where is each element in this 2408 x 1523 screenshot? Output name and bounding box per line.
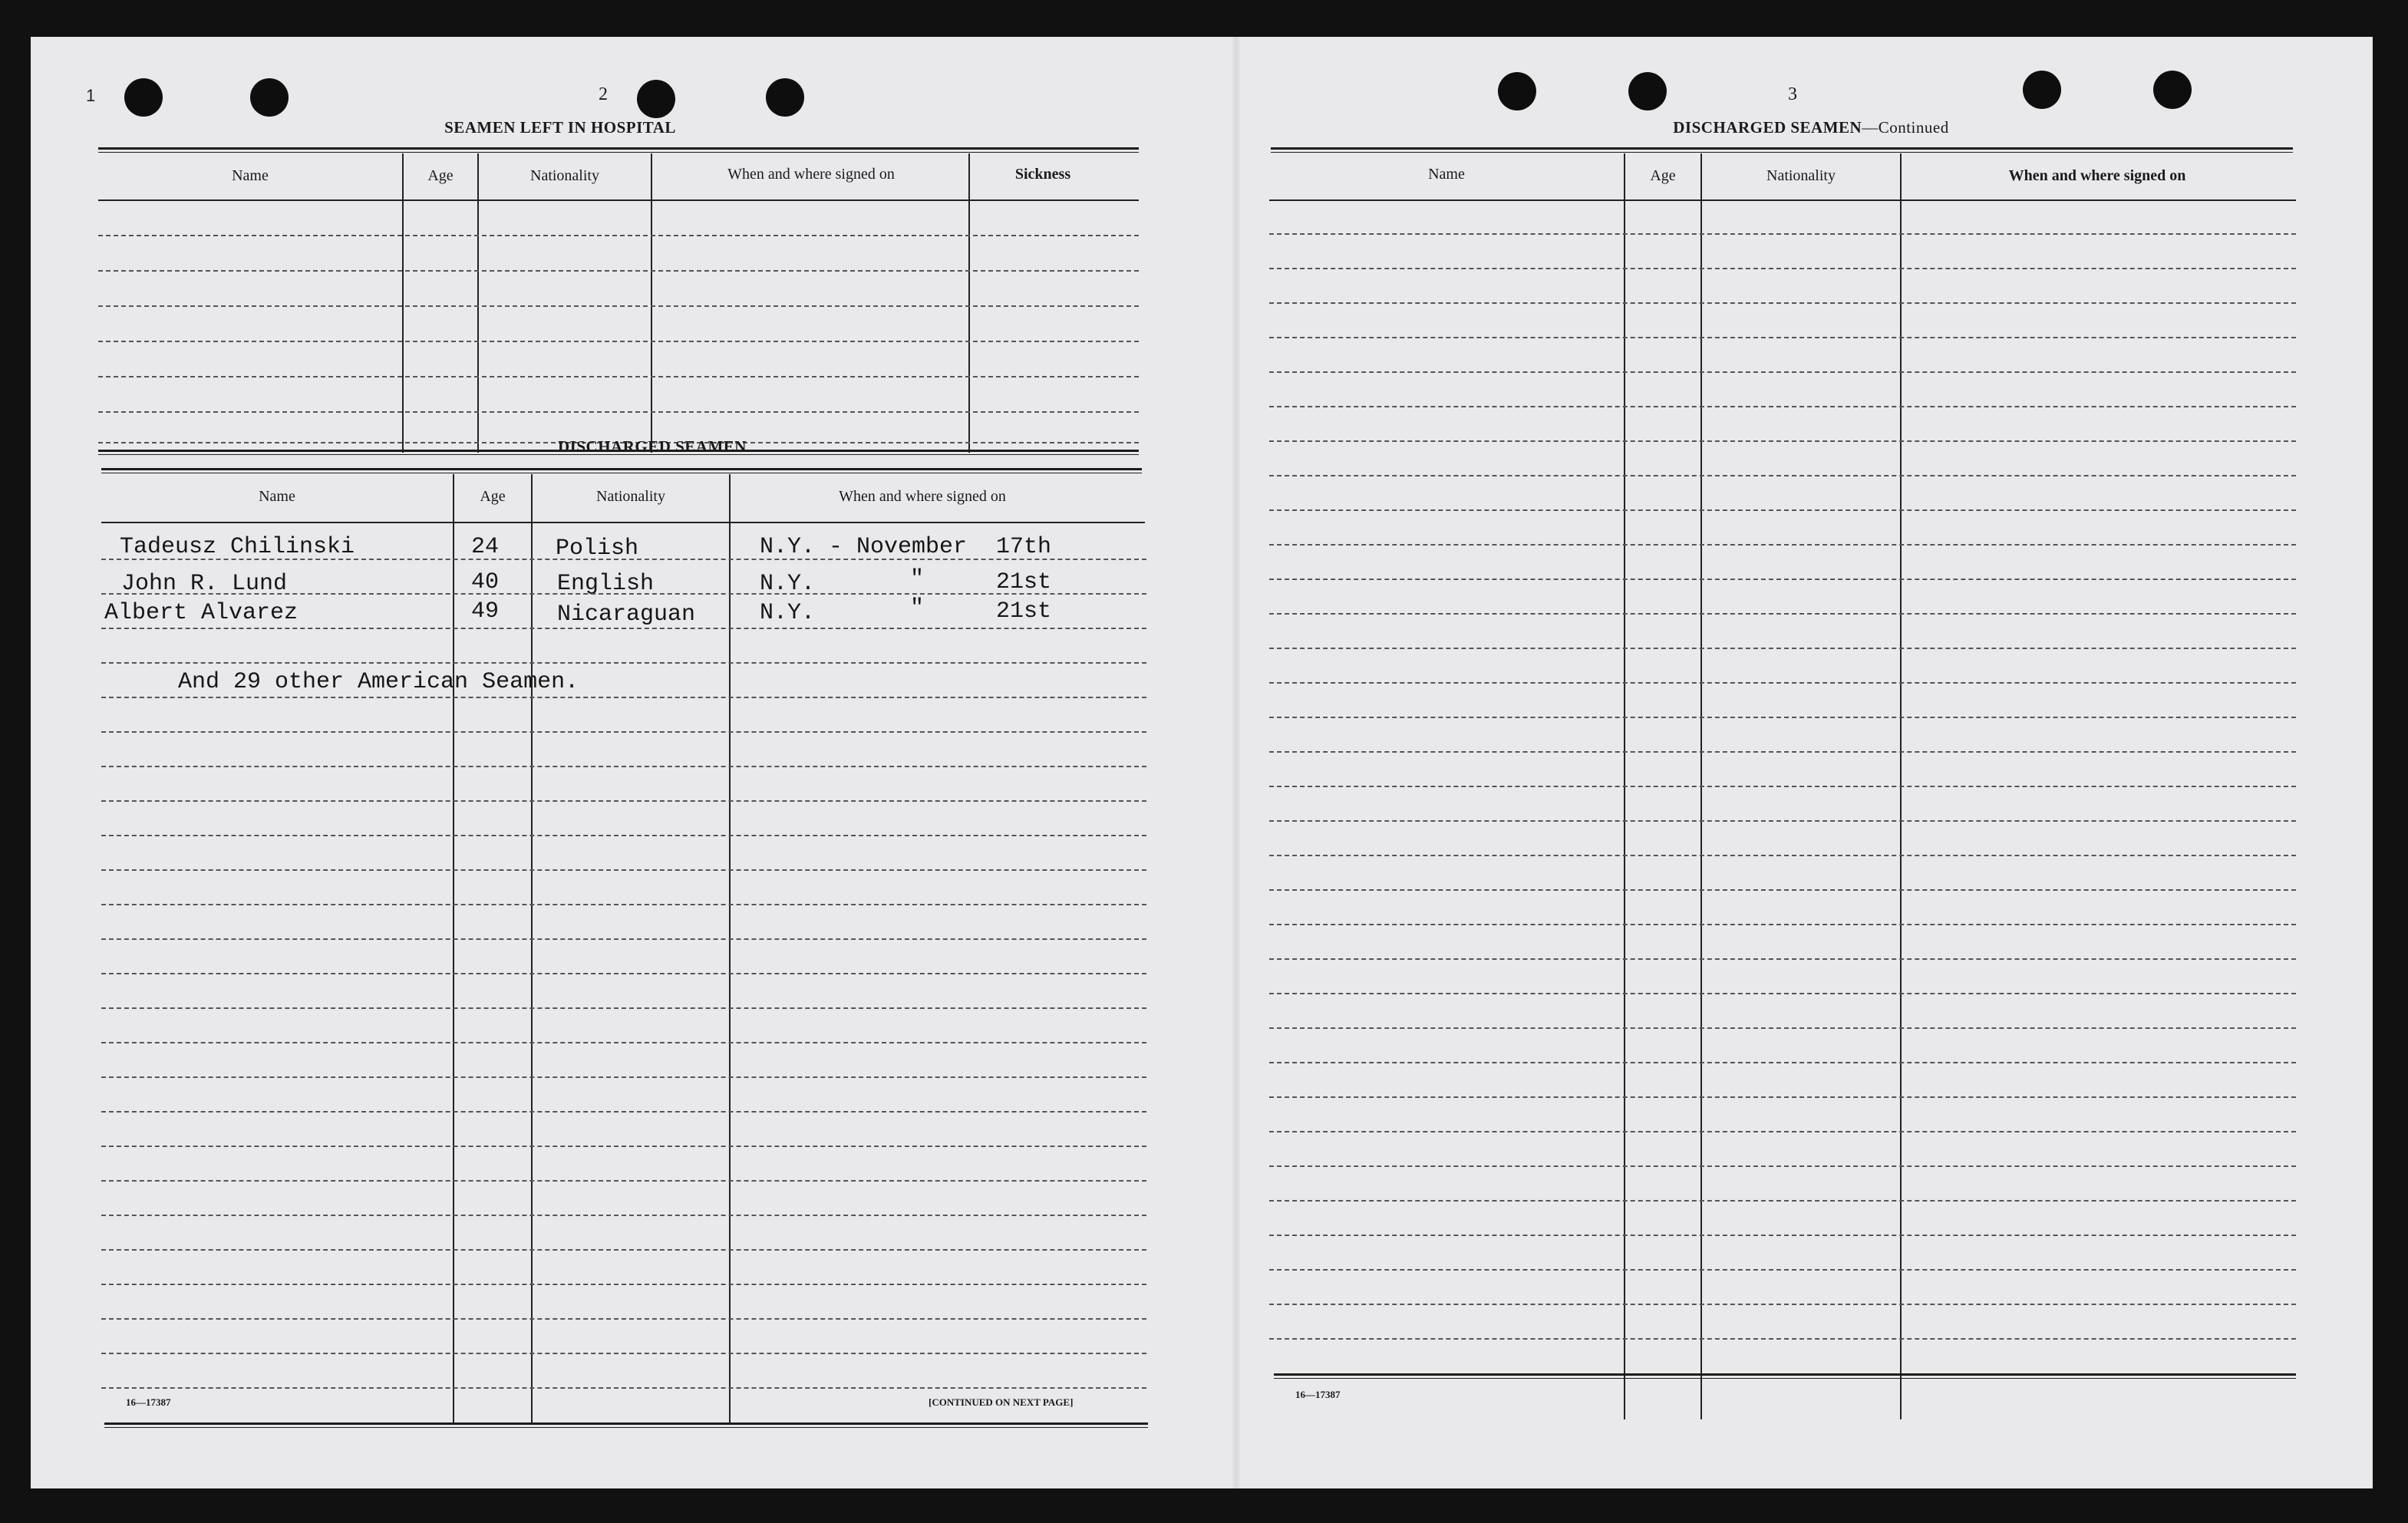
- row-rule: [98, 411, 1139, 413]
- row-rule: [101, 697, 1146, 698]
- row-rule: [101, 938, 1146, 940]
- row-rule: [1269, 268, 2296, 269]
- row-rule: [101, 904, 1146, 905]
- continued-note: [CONTINUED ON NEXT PAGE]: [929, 1396, 1074, 1408]
- seaman-name: Albert Alvarez: [104, 600, 299, 626]
- row-rule: [101, 1353, 1146, 1354]
- form-number: 16—17387: [126, 1396, 171, 1408]
- row-rule: [98, 305, 1139, 307]
- row-rule: [1269, 1165, 2296, 1167]
- ditto-mark: ": [910, 595, 925, 621]
- row-rule: [101, 1146, 1146, 1147]
- seaman-age: 49: [471, 598, 500, 625]
- page-number: 3: [1788, 84, 1797, 104]
- column-header: Age: [480, 488, 506, 505]
- column-header: Sickness: [1014, 166, 1071, 183]
- row-rule: [1269, 1235, 2296, 1236]
- row-rule: [1269, 924, 2296, 925]
- discharged-continued-title: [1588, 118, 2034, 137]
- column-divider: [402, 153, 404, 453]
- punch-hole: [2153, 71, 2192, 109]
- section-rule: [1274, 1373, 2296, 1376]
- row-rule: [1269, 302, 2296, 304]
- column-header: When and where signed on: [2008, 167, 2186, 184]
- row-rule: [1269, 579, 2296, 580]
- punch-hole: [124, 78, 163, 117]
- row-rule: [1269, 1062, 2296, 1063]
- column-divider: [729, 474, 731, 1424]
- row-rule: [1269, 786, 2296, 787]
- row-rule: [101, 1180, 1146, 1182]
- column-header: Nationality: [1766, 167, 1836, 184]
- row-rule: [1269, 1304, 2296, 1305]
- row-rule: [1269, 509, 2296, 511]
- document-sheet: [31, 37, 2373, 1488]
- row-rule: [1269, 958, 2296, 960]
- row-rule: [1269, 1131, 2296, 1132]
- seaman-age: 24: [471, 534, 500, 560]
- column-divider: [531, 474, 533, 1424]
- row-rule: [1269, 751, 2296, 753]
- row-rule: [101, 1111, 1146, 1113]
- row-rule: [1269, 1200, 2296, 1202]
- column-header: Nationality: [596, 488, 665, 505]
- seaman-nationality: Polish: [556, 536, 639, 562]
- row-rule: [1269, 820, 2296, 822]
- signed-on-place: N.Y. - November: [760, 534, 968, 560]
- row-rule: [101, 628, 1146, 629]
- note-other-seamen: And 29 other American Seamen.: [178, 669, 579, 695]
- row-rule: [101, 869, 1146, 871]
- column-header: When and where signed on: [839, 488, 1006, 505]
- row-rule: [98, 341, 1139, 342]
- header-rule: [98, 199, 1139, 201]
- row-rule: [101, 835, 1146, 836]
- punch-hole: [1498, 72, 1536, 110]
- column-header: Age: [1650, 167, 1676, 184]
- header-rule: [1269, 199, 2296, 201]
- signed-on-place: N.Y.: [760, 571, 816, 597]
- row-rule: [1269, 371, 2296, 373]
- column-divider: [453, 474, 454, 1424]
- punch-hole: [1628, 72, 1667, 110]
- header-rule: [101, 522, 1145, 523]
- punch-hole: [637, 80, 675, 118]
- row-rule: [101, 662, 1146, 664]
- section-rule: [104, 1422, 1148, 1425]
- row-rule: [98, 270, 1139, 272]
- column-header: Age: [427, 167, 454, 184]
- section-rule: [98, 147, 1139, 150]
- row-rule: [1269, 717, 2296, 718]
- row-rule: [1269, 1269, 2296, 1271]
- row-rule: [1269, 889, 2296, 891]
- row-rule: [1269, 993, 2296, 994]
- row-rule: [1269, 855, 2296, 856]
- column-divider: [968, 153, 970, 453]
- signed-on-place: N.Y.: [760, 600, 816, 626]
- column-header: Nationality: [530, 167, 599, 184]
- signed-on-date: 21st: [996, 569, 1052, 595]
- row-rule: [101, 1042, 1146, 1043]
- row-rule: [101, 593, 1146, 595]
- row-rule: [1269, 406, 2296, 407]
- column-header: Name: [232, 167, 269, 184]
- column-divider: [651, 153, 652, 453]
- row-rule: [1269, 613, 2296, 615]
- row-rule: [101, 1007, 1146, 1009]
- section-rule: [1271, 147, 2293, 150]
- signed-on-date: 17th: [996, 534, 1052, 560]
- form-number: 16—17387: [1295, 1389, 1341, 1400]
- column-header: Name: [259, 488, 295, 505]
- page-number: 2: [599, 84, 608, 104]
- row-rule: [101, 731, 1146, 733]
- row-rule: [1269, 1027, 2296, 1029]
- seaman-nationality: English: [557, 571, 655, 597]
- seaman-age: 40: [471, 569, 500, 595]
- row-rule: [98, 376, 1139, 377]
- ditto-mark: ": [910, 566, 925, 592]
- row-rule: [1269, 682, 2296, 684]
- row-rule: [101, 1249, 1146, 1251]
- row-rule: [101, 766, 1146, 767]
- seaman-nationality: Nicaraguan: [557, 602, 696, 628]
- row-rule: [1269, 440, 2296, 442]
- page-fold: [1232, 37, 1240, 1488]
- row-rule: [101, 1387, 1146, 1389]
- column-header: When and where signed on: [727, 166, 895, 183]
- row-rule: [1269, 1096, 2296, 1098]
- row-rule: [101, 973, 1146, 974]
- row-rule: [101, 1215, 1146, 1216]
- row-rule: [98, 235, 1139, 236]
- row-rule: [1269, 544, 2296, 546]
- row-rule: [101, 559, 1146, 560]
- row-rule: [101, 1284, 1146, 1285]
- margin-mark: 1: [86, 86, 96, 105]
- punch-hole: [766, 78, 804, 117]
- row-rule: [101, 1318, 1146, 1320]
- row-rule: [1269, 475, 2296, 476]
- section-title-suffix: —Continued: [1862, 118, 1949, 137]
- seaman-name: Tadeusz Chilinski: [120, 534, 355, 560]
- punch-hole: [2023, 71, 2061, 109]
- row-rule: [1269, 233, 2296, 235]
- column-divider: [477, 153, 479, 453]
- row-rule: [101, 800, 1146, 802]
- row-rule: [1269, 337, 2296, 338]
- punch-hole: [250, 78, 289, 117]
- hospital-section-title: SEAMEN LEFT IN HOSPITAL: [444, 118, 676, 137]
- row-rule: [1269, 1338, 2296, 1340]
- row-rule: [101, 1076, 1146, 1078]
- seaman-name: John R. Lund: [121, 571, 288, 597]
- column-header: Name: [1428, 166, 1465, 183]
- section-rule: [101, 468, 1142, 470]
- signed-on-date: 21st: [996, 598, 1052, 625]
- discharged-section-title: DISCHARGED SEAMEN: [558, 437, 747, 456]
- section-title: DISCHARGED SEAMEN: [1673, 118, 1862, 137]
- row-rule: [1269, 648, 2296, 649]
